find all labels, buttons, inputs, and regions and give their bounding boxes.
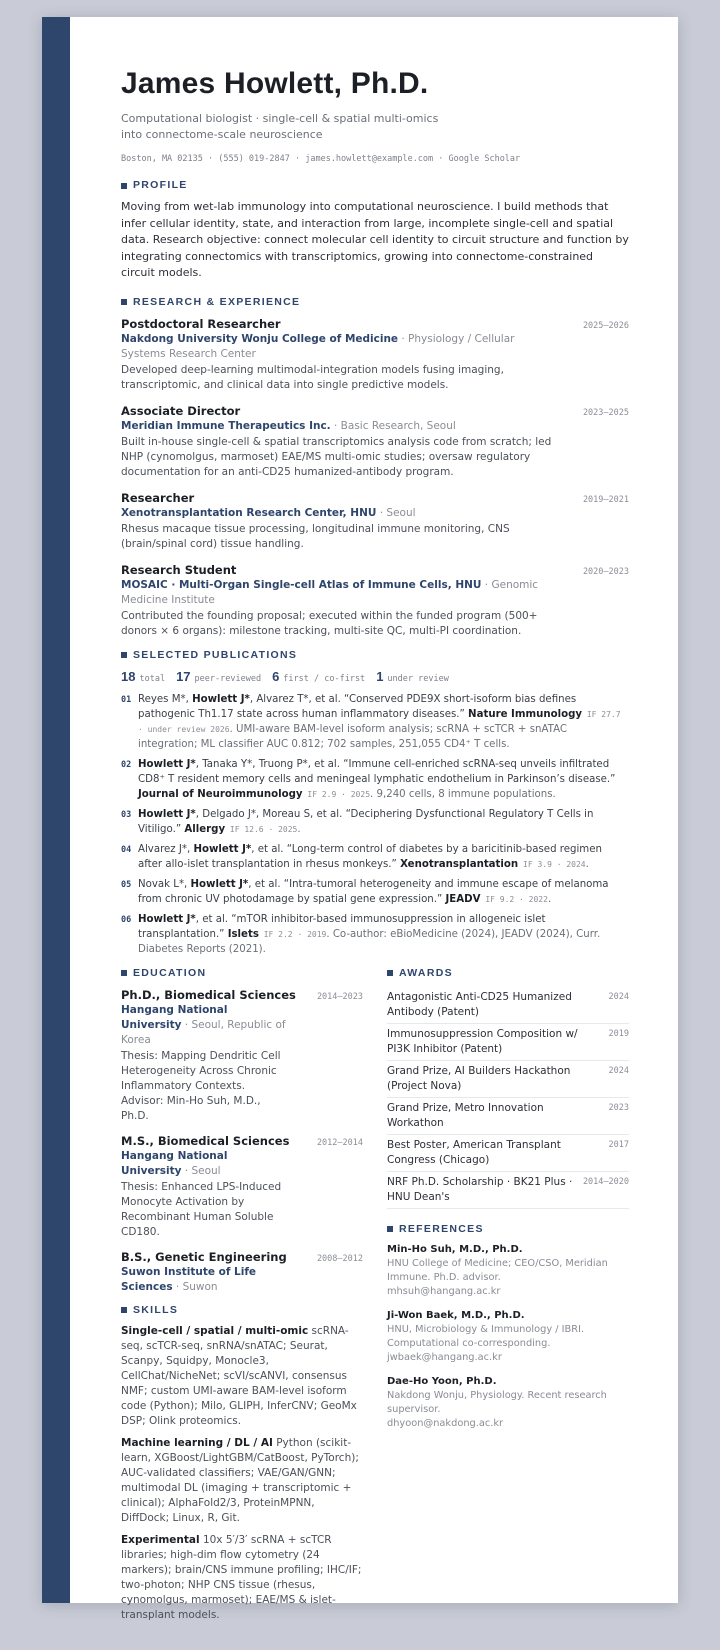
skills-list (121, 1324, 363, 1623)
job-description: Contributed the founding proposal; executed within the funded program (500+ donors × 6 organs): milestone tracking, multi-site QC, multi-PI coordination. (121, 609, 538, 637)
reference-email: dhyoon@nakdong.ac.kr (387, 1417, 504, 1429)
stat-count: 1 (376, 668, 384, 684)
publication-title: , Tanaka Y*, Truong P*, et al. “Immune cell-enriched scRNA-seq unveils infiltrated CD8⁺ T resident memory cells and meningeal lymphatic endothelium in Parkinson’s disease.” (138, 758, 616, 785)
award-item (387, 987, 629, 1024)
skill-group (121, 1436, 363, 1526)
job-organization (121, 332, 561, 362)
degree-title: B.S., Genetic Engineering (121, 1249, 287, 1264)
award-item (387, 1135, 629, 1172)
section-marker-icon (121, 652, 127, 658)
job-organization (121, 578, 561, 608)
publication-notes: . 9,240 cells, 8 immune populations. (370, 788, 556, 800)
job-description: Built in-house single-cell & spatial transcriptomics analysis code from scratch; led NHP (cynomolgus, marmoset) EAE/MS multi-omic studies; oversaw regulatory documentation for an anti-CD25 humanized-antibody program. (121, 435, 552, 478)
education-item (121, 987, 363, 1124)
skill-group (121, 1324, 363, 1429)
candidate-name: James Howlett, Ph.D. (121, 67, 429, 100)
organization-name: MOSAIC · Multi-Organ Single-cell Atlas of Immune Cells, HNU (121, 578, 482, 591)
reference-item (387, 1243, 629, 1299)
award-year: 2024 (608, 1065, 629, 1076)
experience-item (121, 316, 629, 393)
award-item (387, 1061, 629, 1098)
publication-item (121, 807, 629, 837)
job-title: Postdoctoral Researcher (121, 316, 281, 331)
education-institution (121, 1265, 291, 1295)
award-title: Immunosuppression Composition w/ PI3K Inhibitor (Patent) (387, 1027, 578, 1055)
publication-stats (121, 669, 629, 684)
section-marker-icon (121, 183, 127, 189)
section-heading-references: REFERENCES (387, 1223, 629, 1236)
section-heading-publications: SELECTED PUBLICATIONS (121, 649, 629, 662)
publication-authors-lead: Novak L*, (138, 878, 191, 890)
reference-role: Nakdong Wonju, Physiology. Recent research supervisor. (387, 1389, 607, 1415)
skill-group (121, 1533, 363, 1623)
publication-journal: Islets (227, 928, 259, 940)
job-title: Research Student (121, 562, 237, 577)
publication-title: , et al. “Intra-tumoral heterogeneity and immune escape of melanoma from chronic UV photodamage by spatial gene expression.” (138, 878, 609, 905)
publication-item (121, 877, 629, 907)
publication-number: 01 (121, 694, 132, 705)
skill-list: scRNA-seq, scTCR-seq, snRNA/snATAC; Seurat, Scanpy, Squidpy, Monocle3, CellChat/NicheNet; scVI/scANVI, consensus NMF; custom UMI-aware BAM-level isoform code (Python); Milo, GLIPH, InferCNV; GeoMx DSP; Olink proteomics. (121, 1324, 357, 1427)
skill-list: 10x 5′/3′ scRNA + scTCR libraries; high-dim flow cytometry (24 markers); brain/CNS immune profiling; IHC/IF; two-photon; NHP CNS tissue (rhesus, cynomolgus, marmoset); EAE/MS & islet-transplant models. (121, 1533, 362, 1621)
two-column-area (121, 967, 629, 1630)
section-heading-education: EDUCATION (121, 967, 363, 980)
stat-label: first / co-first (283, 673, 366, 684)
references-list (387, 1243, 629, 1431)
publication-notes: . (585, 858, 589, 870)
institution-name: Hangang National University (121, 1003, 228, 1031)
education-institution (121, 1003, 291, 1048)
publication-notes: . (547, 893, 552, 905)
publication-impact: IF 2.9 · 2025 (302, 789, 371, 799)
publication-number: 05 (121, 879, 132, 890)
publication-citation (138, 807, 629, 837)
publication-number: 03 (121, 809, 132, 820)
stat-count: 17 (176, 668, 191, 684)
institution-location: · Seoul (181, 1164, 221, 1177)
publication-impact: IF 12.6 · 2025 (225, 824, 298, 834)
award-year: 2014–2020 (582, 1176, 629, 1187)
publication-impact: IF 9.2 · 2022 (480, 894, 548, 904)
awards-list (387, 987, 629, 1209)
organization-name: Nakdong University Wonju College of Medicine (121, 332, 399, 345)
organization-detail: · Basic Research, Seoul (330, 419, 456, 432)
right-column (387, 967, 629, 1630)
publication-notes: . (297, 823, 301, 835)
publication-number: 04 (121, 844, 132, 855)
stat-label: peer-reviewed (194, 673, 262, 684)
publication-notes: . UMI-aware BAM-level isoform analysis; scRNA + scTCR + snATAC integration; ML classifier AUC 0.812; 702 samples, 251,055 CD4⁺ T cells. (138, 723, 567, 750)
education-header (121, 1133, 363, 1149)
job-dates: 2020–2023 (582, 566, 629, 577)
award-item (387, 1024, 629, 1061)
skill-list: Python (scikit-learn, XGBoost/LightGBM/CatBoost, PyTorch); AUC-validated classifiers; VAE/GAN/GNN; multimodal DL (imaging + transcriptomic + clinical); AlphaFold2/3, ProteinMPNN, DiffDock; Linux, R, Git. (121, 1436, 359, 1524)
organization-detail: · Genomic Medicine Institute (121, 578, 539, 606)
reference-email: mhsuh@hangang.ac.kr (387, 1285, 501, 1297)
job-dates: 2019–2021 (582, 494, 629, 505)
publication-journal: Nature Immunology (468, 708, 582, 720)
reference-role: HNU, Microbiology & Immunology / IBRI. Computational co-corresponding. (387, 1323, 585, 1349)
education-dates: 2008–2012 (316, 1253, 363, 1264)
award-year: 2019 (608, 1028, 629, 1039)
section-marker-icon (121, 299, 127, 305)
award-year: 2023 (608, 1102, 629, 1113)
organization-name: Meridian Immune Therapeutics Inc. (121, 419, 331, 432)
experience-list (121, 316, 629, 639)
publication-journal: JEADV (445, 893, 481, 905)
reference-item (387, 1309, 629, 1365)
left-column (121, 967, 363, 1630)
publication-item (121, 842, 629, 872)
reference-item (387, 1375, 629, 1431)
section-marker-icon (387, 970, 393, 976)
publication-authors-lead: Alvarez J*, (138, 843, 194, 855)
experience-header (121, 490, 629, 506)
education-list (121, 987, 363, 1295)
reference-role: HNU College of Medicine; CEO/CSO, Meridian Immune. Ph.D. advisor. (387, 1257, 608, 1283)
stat-label: under review (387, 673, 449, 684)
publication-citation (138, 692, 629, 752)
institution-location: · Seoul, Republic of Korea (121, 1018, 286, 1046)
job-dates: 2025–2026 (582, 320, 629, 331)
publication-number: 02 (121, 759, 132, 770)
contact-line: Boston, MA 02135 · (555) 019-2847 · james.howlett@example.com · Google Scholar (121, 154, 521, 164)
profile-text: Moving from wet-lab immunology into computational neuroscience. I build methods that infer cellular identity, state, and interaction from large, incomplete single-cell and spatial data. Research objective: connect molecular cell identity to circuit structure and function by integrating connectomics with transcriptomics, growing into connectome-constrained circuit models. (121, 200, 629, 279)
publication-self-author: Howlett J* (190, 878, 249, 890)
institution-name: Suwon Institute of Life Sciences (121, 1265, 257, 1293)
degree-title: Ph.D., Biomedical Sciences (121, 987, 296, 1002)
publication-self-author: Howlett J* (193, 843, 252, 855)
experience-header (121, 562, 629, 578)
education-dates: 2014–2023 (316, 991, 363, 1002)
education-item (121, 1133, 363, 1240)
job-title: Associate Director (121, 403, 241, 418)
publication-authors-lead: Reyes M*, (138, 693, 193, 705)
stat-label: total (139, 673, 166, 684)
reference-email: jwbaek@hangang.ac.kr (387, 1351, 502, 1363)
organization-name: Xenotransplantation Research Center, HNU (121, 506, 377, 519)
award-title: Grand Prize, AI Builders Hackathon (Project Nova) (387, 1064, 571, 1092)
education-thesis: Thesis: Mapping Dendritic Cell Heterogeneity Across Chronic Inflammatory Contexts. Advisor: Min-Ho Suh, M.D., Ph.D. (121, 1049, 281, 1122)
tagline: Computational biologist · single-cell & spatial multi-omics into connectome-scale neuroscience (121, 112, 439, 141)
side-stripe (42, 17, 70, 1603)
section-heading-profile: PROFILE (121, 179, 629, 192)
publication-citation (138, 912, 629, 957)
institution-name: Hangang National University (121, 1149, 228, 1177)
publication-number: 06 (121, 914, 132, 925)
experience-header (121, 403, 629, 419)
section-marker-icon (121, 1307, 127, 1313)
publication-impact: IF 3.9 · 2024 (518, 859, 586, 869)
publication-citation (138, 877, 629, 907)
publication-self-author: Howlett J* (138, 808, 196, 820)
reference-name: Ji-Won Baek, M.D., Ph.D. (387, 1309, 525, 1321)
skill-category: Single-cell / spatial / multi-omic (121, 1324, 309, 1337)
job-organization (121, 419, 561, 434)
education-dates: 2012–2014 (316, 1137, 363, 1148)
job-description: Rhesus macaque tissue processing, longitudinal immune monitoring, CNS (brain/spinal cord) tissue handling. (121, 522, 510, 550)
award-item (387, 1098, 629, 1135)
publication-title: , et al. “mTOR inhibitor-based immunosuppression in allogeneic islet transplantation.” (138, 913, 546, 940)
section-marker-icon (387, 1226, 393, 1232)
publication-impact: IF 27.7 · under review 2026 (138, 709, 621, 734)
publication-title: , Delgado J*, Moreau S, et al. “Deciphering Dysfunctional Regulatory T Cells in Vitiligo.” (138, 808, 594, 835)
education-thesis: Thesis: Enhanced LPS-Induced Monocyte Activation by Recombinant Human Soluble CD180. (121, 1180, 282, 1238)
publication-citation (138, 842, 629, 872)
publication-item (121, 757, 629, 802)
publication-self-author: Howlett J* (192, 693, 250, 705)
stat-count: 18 (121, 668, 136, 684)
experience-item (121, 403, 629, 480)
publication-item (121, 692, 629, 752)
award-title: Antagonistic Anti-CD25 Humanized Antibody (Patent) (387, 990, 572, 1018)
section-marker-icon (121, 970, 127, 976)
experience-header (121, 316, 629, 332)
organization-detail: · Seoul (376, 506, 416, 519)
award-title: Best Poster, American Transplant Congress (Chicago) (387, 1138, 561, 1166)
resume-page (42, 17, 678, 1621)
publication-impact: IF 2.2 · 2019 (258, 929, 327, 939)
reference-name: Min-Ho Suh, M.D., Ph.D. (387, 1243, 523, 1255)
experience-item (121, 562, 629, 639)
job-organization (121, 506, 561, 521)
section-heading-awards: AWARDS (387, 967, 629, 980)
resume-content (121, 67, 629, 1630)
award-item (387, 1172, 629, 1209)
education-header (121, 1249, 363, 1265)
institution-location: · Suwon (172, 1280, 218, 1293)
award-title: NRF Ph.D. Scholarship · BK21 Plus · HNU Dean's (387, 1175, 573, 1203)
publication-self-author: Howlett J* (138, 758, 196, 770)
section-heading-skills: SKILLS (121, 1304, 363, 1317)
publication-journal: Allergy (184, 823, 226, 835)
education-item (121, 1249, 363, 1295)
education-header (121, 987, 363, 1003)
organization-detail: · Physiology / Cellular Systems Research Center (121, 332, 515, 360)
experience-item (121, 490, 629, 552)
award-title: Grand Prize, Metro Innovation Workathon (387, 1101, 544, 1129)
education-institution (121, 1149, 291, 1179)
publication-item (121, 912, 629, 957)
publication-notes: . Co-author: eBioMedicine (2024), JEADV (2024), Curr. Diabetes Reports (2021). (138, 928, 601, 955)
publication-self-author: Howlett J* (138, 913, 196, 925)
publication-journal: Journal of Neuroimmunology (138, 788, 303, 800)
job-dates: 2023–2025 (582, 407, 629, 418)
job-description: Developed deep-learning multimodal-integration models fusing imaging, transcriptomic, and clinical data into single predictive models. (121, 363, 504, 391)
publication-journal: Xenotransplantation (400, 858, 519, 870)
skill-category: Machine learning / DL / AI (121, 1436, 273, 1449)
publication-title: , et al. “Long-term control of diabetes by a baricitinib-based regimen after allo-islet transplantation in rhesus monkeys.” (138, 843, 602, 870)
publication-list (121, 692, 629, 957)
degree-title: M.S., Biomedical Sciences (121, 1133, 290, 1148)
section-heading-experience: RESEARCH & EXPERIENCE (121, 296, 629, 309)
award-year: 2017 (608, 1139, 629, 1150)
stat-count: 6 (272, 668, 280, 684)
reference-name: Dae-Ho Yoon, Ph.D. (387, 1375, 497, 1387)
publication-title: , Alvarez T*, et al. “Conserved PDE9X short-isoform bias defines pathogenic Th1.17 state across human inflammatory diseases.” (138, 693, 577, 720)
skill-category: Experimental (121, 1533, 200, 1546)
award-year: 2024 (608, 991, 629, 1002)
publication-citation (138, 757, 629, 802)
job-title: Researcher (121, 490, 195, 505)
